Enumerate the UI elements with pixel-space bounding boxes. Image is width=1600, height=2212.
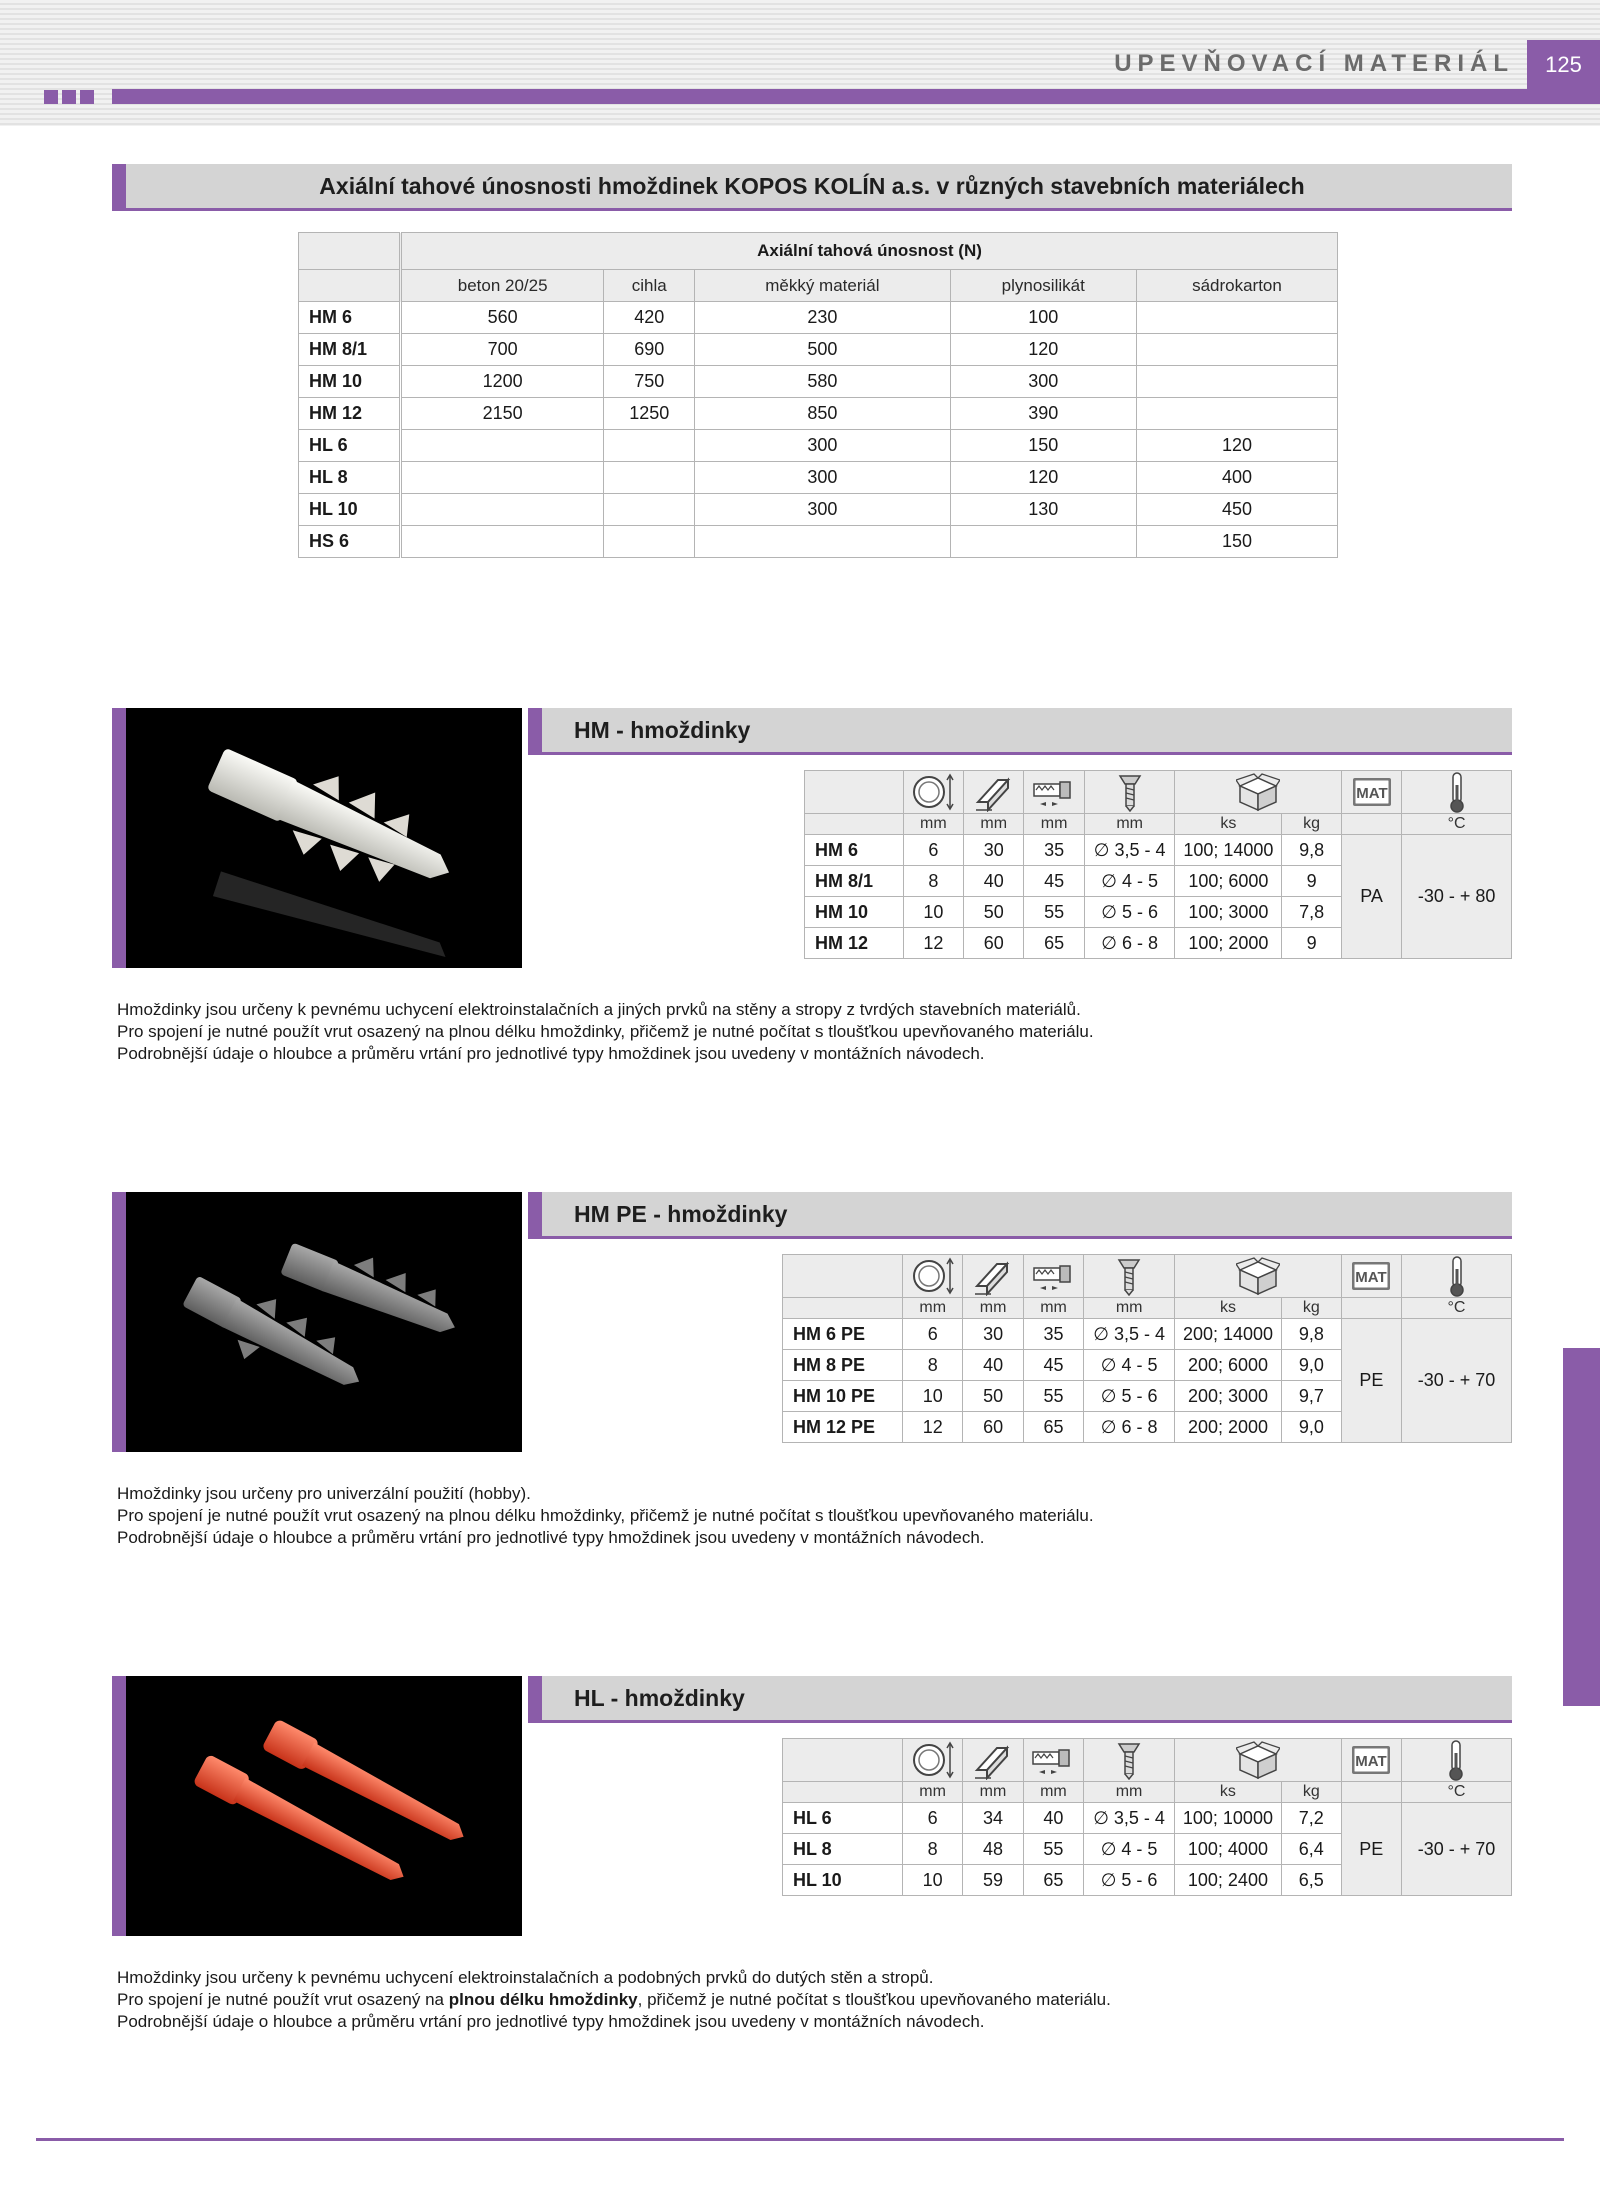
temperature-value: -30 - + 70 xyxy=(1401,1803,1511,1896)
diameter-value: 6 xyxy=(903,1319,963,1350)
unit-label: kg xyxy=(1281,1298,1341,1319)
product-description-hl xyxy=(117,1967,1111,2033)
screw-value: ∅ 4 - 5 xyxy=(1084,866,1175,897)
capacity-value: 120 xyxy=(1136,430,1337,462)
weight-value: 7,2 xyxy=(1281,1803,1341,1834)
product-code: HM 10 xyxy=(805,897,904,928)
pack-value: 100; 2400 xyxy=(1174,1865,1281,1896)
row-name: HS 6 xyxy=(299,526,401,558)
spec-table-hm xyxy=(804,770,1512,959)
diameter-value: 12 xyxy=(903,928,963,959)
capacity-value: 580 xyxy=(695,366,950,398)
diameter-value: 12 xyxy=(903,1412,963,1443)
description-line xyxy=(117,1989,1111,2011)
screw-value: ∅ 4 - 5 xyxy=(1084,1350,1175,1381)
thermometer-icon xyxy=(1401,1739,1511,1782)
product-band-hl xyxy=(528,1676,1512,1723)
spec-corner xyxy=(805,814,904,835)
capacity-col-header: beton 20/25 xyxy=(401,270,604,302)
description-line: Podrobnější údaje o hloubce a průměru vrtání pro jednotlivé typy hmoždinek jsou uvedeny v montážních návodech. xyxy=(117,1044,985,1063)
spec-corner xyxy=(805,771,904,814)
capacity-title: Axiální tahové únosnosti hmoždinek KOPOS KOLÍN a.s. v různých stavebních materiálech xyxy=(319,173,1305,199)
pack-value: 100; 3000 xyxy=(1175,897,1282,928)
row-name: HL 6 xyxy=(299,430,401,462)
row-name: HL 8 xyxy=(299,462,401,494)
material-icon xyxy=(1341,1739,1401,1782)
description-line: Podrobnější údaje o hloubce a průměru vrtání pro jednotlivé typy hmoždinek jsou uvedeny v montážních návodech. xyxy=(117,2012,985,2031)
header-square xyxy=(62,90,76,104)
unit-label: mm xyxy=(1084,1782,1175,1803)
hole-depth-value: 55 xyxy=(1024,897,1084,928)
hole-depth-icon xyxy=(1024,771,1084,814)
hole-depth-value: 45 xyxy=(1023,1350,1083,1381)
svg-text:MAT: MAT xyxy=(1355,1269,1388,1286)
screw-icon xyxy=(1084,771,1175,814)
temperature-value: -30 - + 80 xyxy=(1402,835,1512,959)
length-value: 50 xyxy=(963,1381,1023,1412)
capacity-row xyxy=(299,302,1338,334)
capacity-value xyxy=(401,494,604,526)
unit-label: ks xyxy=(1175,814,1282,835)
diameter-icon xyxy=(902,1739,962,1782)
unit-label: mm xyxy=(963,1782,1023,1803)
capacity-value: 500 xyxy=(695,334,950,366)
length-value: 40 xyxy=(963,1350,1023,1381)
screw-value: ∅ 3,5 - 4 xyxy=(1084,1319,1175,1350)
product-title: HM - hmoždinky xyxy=(574,717,751,743)
capacity-corner xyxy=(299,233,401,270)
capacity-value: 2150 xyxy=(401,398,604,430)
capacity-value: 420 xyxy=(604,302,695,334)
capacity-row xyxy=(299,526,1338,558)
capacity-value: 300 xyxy=(695,462,950,494)
capacity-value xyxy=(1136,366,1337,398)
capacity-value xyxy=(401,430,604,462)
pack-value: 200; 3000 xyxy=(1175,1381,1282,1412)
spec-row xyxy=(783,1803,1512,1834)
thermometer-icon xyxy=(1402,1255,1512,1298)
diameter-icon xyxy=(903,1255,963,1298)
section-title: UPEVŇOVACÍ MATERIÁL xyxy=(1114,50,1514,77)
product-photo-hm-pe xyxy=(112,1192,522,1452)
hole-depth-value: 55 xyxy=(1023,1834,1083,1865)
capacity-col-header: plynosilikát xyxy=(950,270,1136,302)
unit-label: mm xyxy=(1084,1298,1175,1319)
capacity-value xyxy=(1136,398,1337,430)
capacity-value: 700 xyxy=(401,334,604,366)
capacity-col-header: měkký materiál xyxy=(695,270,950,302)
capacity-col-header: cihla xyxy=(604,270,695,302)
capacity-value xyxy=(1136,334,1337,366)
weight-value: 9 xyxy=(1282,928,1342,959)
capacity-row xyxy=(299,398,1338,430)
unit-label: kg xyxy=(1281,1782,1341,1803)
product-description-hm-pe xyxy=(117,1483,1094,1549)
product-title: HL - hmoždinky xyxy=(574,1685,745,1711)
product-code: HM 10 PE xyxy=(783,1381,903,1412)
capacity-caption: Axiální tahová únosnost (N) xyxy=(401,233,1338,270)
spec-table-hl xyxy=(782,1738,1512,1896)
material-icon xyxy=(1341,771,1401,814)
description-line: Podrobnější údaje o hloubce a průměru vrtání pro jednotlivé typy hmoždinek jsou uvedeny v montážních návodech. xyxy=(117,1528,985,1547)
material-icon xyxy=(1341,1255,1401,1298)
length-value: 40 xyxy=(964,866,1024,897)
capacity-value: 300 xyxy=(695,430,950,462)
pack-value: 200; 14000 xyxy=(1175,1319,1282,1350)
unit-label: mm xyxy=(1084,814,1175,835)
capacity-table xyxy=(298,232,1338,558)
hole-depth-value: 35 xyxy=(1023,1319,1083,1350)
product-photo-hl xyxy=(112,1676,522,1936)
length-icon xyxy=(964,771,1024,814)
capacity-value: 150 xyxy=(950,430,1136,462)
capacity-value xyxy=(604,526,695,558)
capacity-corner xyxy=(299,270,401,302)
product-photo-hm xyxy=(112,708,522,968)
length-value: 30 xyxy=(964,835,1024,866)
diameter-value: 6 xyxy=(903,835,963,866)
weight-value: 7,8 xyxy=(1282,897,1342,928)
capacity-value xyxy=(1136,302,1337,334)
spec-corner xyxy=(783,1739,903,1782)
diameter-icon xyxy=(903,771,963,814)
weight-value: 9,7 xyxy=(1281,1381,1341,1412)
capacity-value: 390 xyxy=(950,398,1136,430)
capacity-col-header: sádrokarton xyxy=(1136,270,1337,302)
capacity-title-band xyxy=(112,164,1512,211)
spec-row xyxy=(783,1319,1512,1350)
capacity-row xyxy=(299,366,1338,398)
product-code: HM 6 xyxy=(805,835,904,866)
header-square xyxy=(80,90,94,104)
diameter-value: 8 xyxy=(903,866,963,897)
capacity-value xyxy=(604,430,695,462)
box-icon xyxy=(1175,771,1341,814)
screw-value: ∅ 6 - 8 xyxy=(1084,928,1175,959)
unit-label: °C xyxy=(1402,814,1512,835)
material-value: PA xyxy=(1341,835,1401,959)
unit-label: mm xyxy=(1023,1298,1083,1319)
capacity-value: 100 xyxy=(950,302,1136,334)
hm-pe-plug-image xyxy=(112,1192,522,1452)
pack-value: 100; 4000 xyxy=(1174,1834,1281,1865)
product-code: HL 10 xyxy=(783,1865,903,1896)
product-band-hm-pe xyxy=(528,1192,1512,1239)
product-title: HM PE - hmoždinky xyxy=(574,1201,788,1227)
product-code: HL 8 xyxy=(783,1834,903,1865)
capacity-row xyxy=(299,334,1338,366)
header-bar xyxy=(112,89,1600,104)
row-name: HM 12 xyxy=(299,398,401,430)
capacity-value: 750 xyxy=(604,366,695,398)
unit-label: mm xyxy=(1024,814,1084,835)
pack-value: 100; 6000 xyxy=(1175,866,1282,897)
capacity-value xyxy=(401,462,604,494)
product-code: HM 8 PE xyxy=(783,1350,903,1381)
hole-depth-icon xyxy=(1023,1739,1083,1782)
footer-line xyxy=(36,2138,1564,2141)
capacity-value: 300 xyxy=(695,494,950,526)
capacity-value: 1250 xyxy=(604,398,695,430)
screw-value: ∅ 4 - 5 xyxy=(1084,1834,1175,1865)
capacity-value: 230 xyxy=(695,302,950,334)
product-description-hm xyxy=(117,999,1094,1065)
capacity-value: 400 xyxy=(1136,462,1337,494)
unit-label xyxy=(1341,1782,1401,1803)
pack-value: 200; 6000 xyxy=(1175,1350,1282,1381)
screw-icon xyxy=(1084,1255,1175,1298)
spec-corner xyxy=(783,1298,903,1319)
screw-value: ∅ 5 - 6 xyxy=(1084,1865,1175,1896)
material-value: PE xyxy=(1341,1803,1401,1896)
diameter-value: 10 xyxy=(903,897,963,928)
description-line: Hmoždinky jsou určeny k pevnému uchycení elektroinstalačních a jiných prvků na stěny a stropy z tvrdých stavebních materiálů. xyxy=(117,1000,1081,1019)
material-value: PE xyxy=(1341,1319,1401,1443)
hole-depth-icon xyxy=(1023,1255,1083,1298)
length-value: 59 xyxy=(963,1865,1023,1896)
length-icon xyxy=(963,1255,1023,1298)
svg-text:MAT: MAT xyxy=(1355,1753,1388,1770)
description-line: Pro spojení je nutné použít vrut osazený na plnou délku hmoždinky, přičemž je nutné počítat s tloušťkou upevňovaného materiálu. xyxy=(117,1022,1094,1041)
capacity-value: 300 xyxy=(950,366,1136,398)
length-value: 60 xyxy=(964,928,1024,959)
length-icon xyxy=(963,1739,1023,1782)
temperature-value: -30 - + 70 xyxy=(1402,1319,1512,1443)
header-square xyxy=(44,90,58,104)
hole-depth-value: 65 xyxy=(1023,1412,1083,1443)
unit-label: mm xyxy=(903,814,963,835)
capacity-value: 150 xyxy=(1136,526,1337,558)
unit-label: mm xyxy=(902,1782,962,1803)
unit-label xyxy=(1341,814,1401,835)
description-emphasis: plnou délku hmoždinky xyxy=(448,1990,638,2009)
unit-label: ks xyxy=(1175,1298,1282,1319)
svg-text:MAT: MAT xyxy=(1355,785,1388,802)
capacity-value xyxy=(695,526,950,558)
diameter-value: 6 xyxy=(902,1803,962,1834)
hole-depth-value: 40 xyxy=(1023,1803,1083,1834)
product-code: HM 12 xyxy=(805,928,904,959)
diameter-value: 10 xyxy=(902,1865,962,1896)
side-tab xyxy=(1563,1348,1600,1706)
weight-value: 9,8 xyxy=(1282,835,1342,866)
thermometer-icon xyxy=(1402,771,1512,814)
hole-depth-value: 55 xyxy=(1023,1381,1083,1412)
description-line: Pro spojení je nutné použít vrut osazený na plnou délku hmoždinky, přičemž je nutné počítat s tloušťkou upevňovaného materiálu. xyxy=(117,1506,1094,1525)
pack-value: 100; 14000 xyxy=(1175,835,1282,866)
spec-row xyxy=(805,835,1512,866)
unit-label: mm xyxy=(964,814,1024,835)
hl-plug-image xyxy=(112,1676,522,1936)
capacity-value: 1200 xyxy=(401,366,604,398)
pack-value: 200; 2000 xyxy=(1175,1412,1282,1443)
capacity-value: 120 xyxy=(950,334,1136,366)
capacity-value xyxy=(604,462,695,494)
length-value: 60 xyxy=(963,1412,1023,1443)
unit-label: mm xyxy=(1023,1782,1083,1803)
length-value: 30 xyxy=(963,1319,1023,1350)
capacity-value xyxy=(950,526,1136,558)
capacity-value: 130 xyxy=(950,494,1136,526)
description-text: Pro spojení je nutné použít vrut osazený na xyxy=(117,1990,449,2009)
unit-label: mm xyxy=(903,1298,963,1319)
pack-value: 100; 10000 xyxy=(1174,1803,1281,1834)
length-value: 34 xyxy=(963,1803,1023,1834)
capacity-row xyxy=(299,430,1338,462)
capacity-value xyxy=(401,526,604,558)
diameter-value: 8 xyxy=(902,1834,962,1865)
row-name: HM 6 xyxy=(299,302,401,334)
hole-depth-value: 35 xyxy=(1024,835,1084,866)
row-name: HL 10 xyxy=(299,494,401,526)
capacity-value xyxy=(604,494,695,526)
spec-table-hm-pe xyxy=(782,1254,1512,1443)
screw-value: ∅ 3,5 - 4 xyxy=(1084,835,1175,866)
description-text: , přičemž je nutné počítat s tloušťkou upevňovaného materiálu. xyxy=(637,1990,1111,2009)
unit-label: °C xyxy=(1401,1782,1511,1803)
product-band-hm xyxy=(528,708,1512,755)
unit-label: ks xyxy=(1174,1782,1281,1803)
capacity-value: 690 xyxy=(604,334,695,366)
unit-label: kg xyxy=(1282,814,1342,835)
spec-corner xyxy=(783,1255,903,1298)
screw-value: ∅ 5 - 6 xyxy=(1084,1381,1175,1412)
weight-value: 9,0 xyxy=(1281,1412,1341,1443)
pack-value: 100; 2000 xyxy=(1175,928,1282,959)
capacity-value: 850 xyxy=(695,398,950,430)
diameter-value: 10 xyxy=(903,1381,963,1412)
capacity-value: 120 xyxy=(950,462,1136,494)
screw-value: ∅ 3,5 - 4 xyxy=(1084,1803,1175,1834)
capacity-row xyxy=(299,494,1338,526)
product-code: HM 6 PE xyxy=(783,1319,903,1350)
screw-icon xyxy=(1084,1739,1175,1782)
screw-value: ∅ 5 - 6 xyxy=(1084,897,1175,928)
spec-corner xyxy=(783,1782,903,1803)
length-value: 48 xyxy=(963,1834,1023,1865)
row-name: HM 10 xyxy=(299,366,401,398)
hole-depth-value: 65 xyxy=(1023,1865,1083,1896)
product-code: HM 8/1 xyxy=(805,866,904,897)
description-line: Hmoždinky jsou určeny k pevnému uchycení elektroinstalačních a podobných prvků do dutých stěn a stropů. xyxy=(117,1968,934,1987)
box-icon xyxy=(1174,1739,1341,1782)
weight-value: 9 xyxy=(1282,866,1342,897)
product-code: HM 12 PE xyxy=(783,1412,903,1443)
unit-label: mm xyxy=(963,1298,1023,1319)
weight-value: 9,8 xyxy=(1281,1319,1341,1350)
page-number: 125 xyxy=(1527,40,1600,89)
unit-label xyxy=(1341,1298,1401,1319)
weight-value: 9,0 xyxy=(1281,1350,1341,1381)
description-line: Hmoždinky jsou určeny pro univerzální použití (hobby). xyxy=(117,1484,531,1503)
box-icon xyxy=(1175,1255,1342,1298)
capacity-row xyxy=(299,462,1338,494)
capacity-value: 450 xyxy=(1136,494,1337,526)
weight-value: 6,5 xyxy=(1281,1865,1341,1896)
hole-depth-value: 65 xyxy=(1024,928,1084,959)
hole-depth-value: 45 xyxy=(1024,866,1084,897)
product-code: HL 6 xyxy=(783,1803,903,1834)
unit-label: °C xyxy=(1402,1298,1512,1319)
length-value: 50 xyxy=(964,897,1024,928)
hm-plug-image xyxy=(112,708,522,968)
capacity-value: 560 xyxy=(401,302,604,334)
row-name: HM 8/1 xyxy=(299,334,401,366)
weight-value: 6,4 xyxy=(1281,1834,1341,1865)
screw-value: ∅ 6 - 8 xyxy=(1084,1412,1175,1443)
diameter-value: 8 xyxy=(903,1350,963,1381)
